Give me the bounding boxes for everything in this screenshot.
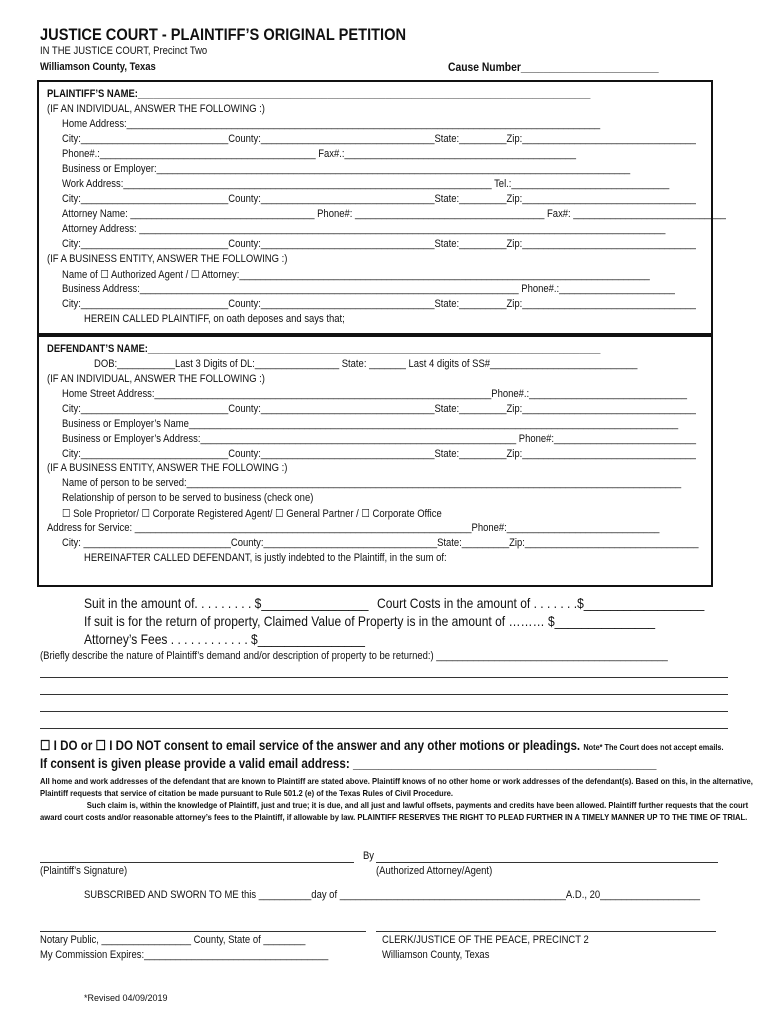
email-consent-text[interactable]: ☐ I DO or ☐ I DO NOT consent to email service of the answer and any other motions or pleadings. — [40, 738, 581, 753]
attorney-signature-label: (Authorized Attorney/Agent) — [376, 865, 493, 877]
page-title: JUSTICE COURT - PLAINTIFF’S ORIGINAL PETITION — [40, 25, 407, 44]
defendant-home-address-row[interactable]: Home Street Address:________________________________________________________________Phone#.:______________________________ — [62, 388, 687, 400]
defendant-business-heading: (IF A BUSINESS ENTITY, ANSWER THE FOLLOWING :) — [47, 462, 288, 474]
plaintiff-name-field[interactable]: PLAINTIFF’S NAME:______________________________________________________________________________________ — [47, 88, 591, 100]
cause-number-field[interactable]: Cause Number________________________ — [448, 60, 659, 74]
clerk-county: Williamson County, Texas — [382, 949, 490, 961]
email-note: Note* The Court does not accept emails. — [583, 742, 724, 752]
attorney-signature-line[interactable] — [376, 862, 718, 863]
defendant-relationship-label: Relationship of person to be served to business (check one) — [62, 492, 314, 504]
court-name: IN THE JUSTICE COURT, Precinct Two — [40, 45, 208, 57]
notary-public-field[interactable]: Notary Public, _________________ County, State of ________ — [40, 934, 306, 946]
revised-date: *Revised 04/09/2019 — [84, 993, 168, 1003]
sworn-statement[interactable]: SUBSCRIBED AND SWORN TO ME this __________day of ___________________________________________A.D., 20___________________ — [84, 889, 701, 901]
county-name: Williamson County, Texas — [40, 61, 156, 73]
attorney-fees-field[interactable]: Attorney’s Fees . . . . . . . . . . . . $________________ — [84, 631, 365, 647]
by-label: By — [363, 850, 375, 862]
legal-statement — [40, 775, 760, 823]
plaintiff-individual-heading: (IF AN INDIVIDUAL, ANSWER THE FOLLOWING :) — [47, 103, 265, 115]
plaintiff-work-city-row[interactable]: City:____________________________County:_________________________________State:_________Zip:_________________________________ — [62, 193, 696, 205]
defendant-name-field[interactable]: DEFENDANT’S NAME:______________________________________________________________________________________ — [47, 343, 601, 355]
defendant-individual-heading: (IF AN INDIVIDUAL, ANSWER THE FOLLOWING :) — [47, 373, 265, 385]
email-consent-checkboxes[interactable] — [40, 738, 724, 754]
defendant-person-served-field[interactable]: Name of person to be served:______________________________________________________________________________________________ — [62, 477, 682, 489]
defendant-relationship-checkboxes[interactable]: ☐ Sole Proprietor/ ☐ Corporate Registered Agent/ ☐ General Partner / ☐ Corporate Office — [62, 508, 442, 520]
plaintiff-business-heading: (IF A BUSINESS ENTITY, ANSWER THE FOLLOWING :) — [47, 253, 288, 265]
plaintiff-phone-fax-row[interactable]: Phone#.:_________________________________________ Fax#.:____________________________________________ — [62, 148, 576, 160]
description-line[interactable] — [40, 677, 728, 678]
defendant-dob-row[interactable]: DOB:___________Last 3 Digits of DL:________________ State: _______ Last 4 digits of SS#____________________________ — [94, 358, 638, 370]
plaintiff-signature-line[interactable] — [40, 862, 354, 863]
email-address-field[interactable]: If consent is given please provide a valid email address: _______________________________________________ — [40, 756, 657, 771]
suit-amount-field[interactable]: Suit in the amount of. . . . . . . . . $________________ — [84, 595, 369, 611]
defendant-employer-name-field[interactable]: Business or Employer’s Name_____________________________________________________________________________________________ — [62, 418, 679, 430]
plaintiff-oath-text: HEREIN CALLED PLAINTIFF, on oath deposes and says that; — [84, 313, 345, 325]
defendant-employer-address-row[interactable]: Business or Employer’s Address:____________________________________________________________ Phone#:___________________________ — [62, 433, 697, 445]
legal-paragraph-2: Such claim is, within the knowledge of Plaintiff, just and true; it is due, and all just and lawful offsets, payments and credits have been allowed. Plaintiff further requests that the court award court costs and/or reasonable attorney’s fees to the Plaintiff, if allowable by law. PLAINTIFF RESERVES THE RIGHT TO PLEAD FURTHER IN A TIMELY MANNER UP TO THE TIME OF TRIAL. — [40, 800, 749, 822]
defendant-service-city-row[interactable]: City: ____________________________County:_________________________________State:_________Zip:_________________________________ — [62, 537, 699, 549]
defendant-indebted-text: HEREINAFTER CALLED DEFENDANT, is justly indebted to the Plaintiff, in the sum of: — [84, 552, 447, 564]
plaintiff-signature-label: (Plaintiff’s Signature) — [40, 865, 128, 877]
court-costs-field[interactable]: Court Costs in the amount of . . . . . . .$__________________ — [377, 595, 705, 611]
commission-expires-field[interactable]: My Commission Expires:___________________________________ — [40, 949, 329, 961]
defendant-city-row[interactable]: City:____________________________County:_________________________________State:_________Zip:_________________________________ — [62, 403, 696, 415]
notary-signature-line[interactable] — [40, 931, 366, 932]
plaintiff-attorney-address-field[interactable]: Attorney Address: ____________________________________________________________________________________________________ — [62, 223, 666, 235]
plaintiff-work-address-row[interactable]: Work Address:______________________________________________________________________ Tel.:______________________________ — [62, 178, 670, 190]
plaintiff-business-address-row[interactable]: Business Address:________________________________________________________________________ Phone#.:______________________ — [62, 283, 675, 295]
plaintiff-home-address-field[interactable]: Home Address:__________________________________________________________________________________________ — [62, 118, 601, 130]
plaintiff-agent-name-row[interactable]: Name of ☐ Authorized Agent / ☐ Attorney:______________________________________________________________________________ — [62, 269, 650, 281]
defendant-employer-city-row[interactable]: City:____________________________County:_________________________________State:_________Zip:_________________________________ — [62, 448, 696, 460]
plaintiff-business-city-row[interactable]: City:____________________________County:_________________________________State:_________Zip:_________________________________ — [62, 298, 696, 310]
plaintiff-attorney-city-row[interactable]: City:____________________________County:_________________________________State:_________Zip:_________________________________ — [62, 238, 696, 250]
clerk-signature-line[interactable] — [376, 931, 716, 932]
legal-paragraph-1: All home and work addresses of the defendant that are known to Plaintiff are stated above. Plaintiff knows of no other home or work addresses of the defendant(s). Based on this, in the alternative, Plaintiff requests that service of citation be made pursuant to Rule 501.2 (e) of the Texas Rules of Civil Procedure. — [40, 776, 753, 798]
plaintiff-employer-field[interactable]: Business or Employer:__________________________________________________________________________________________ — [62, 163, 631, 175]
plaintiff-attorney-row[interactable]: Attorney Name: ___________________________________ Phone#: ____________________________________ Fax#: _____________________________ — [62, 208, 726, 220]
clerk-title: CLERK/JUSTICE OF THE PEACE, PRECINCT 2 — [382, 934, 589, 946]
description-line[interactable] — [40, 694, 728, 695]
description-line[interactable] — [40, 728, 728, 729]
defendant-service-address-row[interactable]: Address for Service: ________________________________________________________________Phone#:_____________________________ — [47, 522, 660, 534]
property-value-field[interactable]: If suit is for the return of property, Claimed Value of Property is in the amount of ……… $_______________ — [84, 613, 656, 629]
demand-description-field[interactable]: (Briefly describe the nature of Plaintiff’s demand and/or description of property to be returned:) ____________________________________________ — [40, 650, 668, 662]
description-line[interactable] — [40, 711, 728, 712]
plaintiff-city-row[interactable]: City:____________________________County:_________________________________State:_________Zip:_________________________________ — [62, 133, 696, 145]
